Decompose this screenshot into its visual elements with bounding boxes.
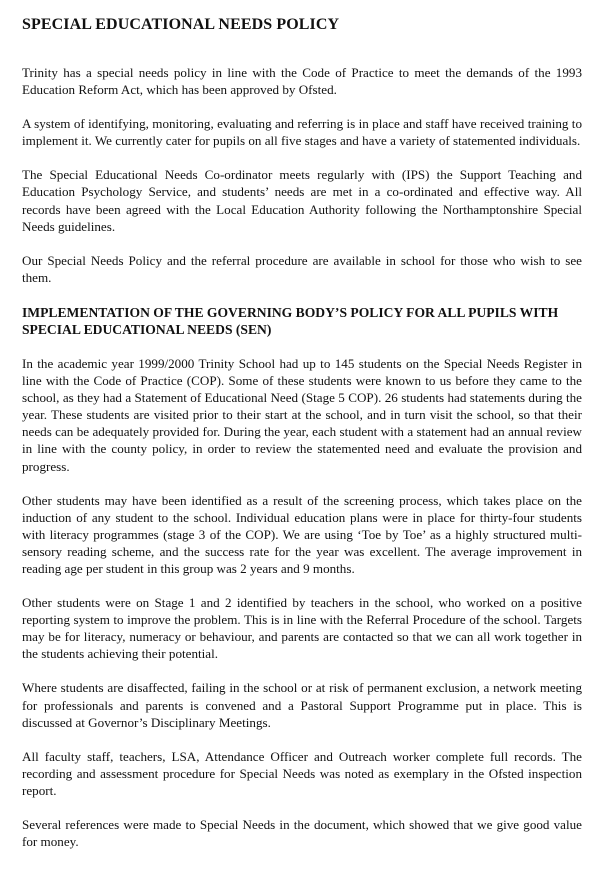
section-paragraph-5: All faculty staff, teachers, LSA, Attendance Officer and Outreach worker complete full records. The recording and assessment procedure for Special Needs was noted as exemplary in the Ofsted inspection report. — [22, 748, 582, 798]
intro-paragraph-2: A system of identifying, monitoring, evaluating and referring is in place and staff have received training to implement it. We currently cater for pupils on all five stages and have a variety of statemented individuals. — [22, 116, 582, 149]
document-page — [22, 0, 582, 850]
section-heading: IMPLEMENTATION OF THE GOVERNING BODY’S POLICY FOR ALL PUPILS WITH SPECIAL EDUCATIONAL NEEDS (SEN) — [22, 304, 559, 337]
intro-paragraph-3: The Special Educational Needs Co-ordinator meets regularly with (IPS) the Support Teaching and Education Psychology Service, and students’ needs are met in a co-ordinated and effective way. All records have been agreed with the Local Education Authority following the Northamptonshire Special Needs guidelines. — [22, 167, 582, 234]
intro-paragraph-4: Our Special Needs Policy and the referral procedure are available in school for those who wish to see them. — [22, 252, 582, 285]
section-paragraph-2: Other students may have been identified as a result of the screening process, which takes place on the induction of any student to the school. Individual education plans were in place for thirty-four students with literacy programmes (stage 3 of the COP). We are using ‘Toe by Toe’ as a highly structured multi-sensory reading scheme, and the success rate for the year was excellent. The average improvement in reading age per student in this group was 2 years and 9 months. — [22, 492, 582, 576]
section-paragraph-6: Several references were made to Special Needs in the document, which showed that we give good value for money. — [22, 817, 582, 850]
intro-paragraph-1: Trinity has a special needs policy in line with the Code of Practice to meet the demands of the 1993 Education Reform Act, which has been approved by Ofsted. — [22, 65, 582, 98]
section-paragraph-1: In the academic year 1999/2000 Trinity School had up to 145 students on the Special Needs Register in line with the Code of Practice (COP). Some of these students were known to us before they came to the school, as they had a Statement of Educational Need (Stage 5 COP). 26 students had statements during the year. These students are visited prior to their start at the school, and in turn visit the school, so that their needs can be adequately provided for. During the year, each student with a statement had an annual review in line with the county policy, in order to review the statemented need and evaluate the provision and progress. — [22, 355, 582, 474]
section-paragraph-3: Other students were on Stage 1 and 2 identified by teachers in the school, who worked on a positive reporting system to improve the problem. This is in line with the Referral Procedure of the school. Targets may be for literacy, numeracy or behaviour, and parents are contacted so that we can all work together in the students achieving their potential. — [22, 595, 582, 662]
page-title: SPECIAL EDUCATIONAL NEEDS POLICY — [22, 16, 340, 33]
section-paragraph-4: Where students are disaffected, failing in the school or at risk of permanent exclusion, a network meeting for professionals and parents is convened and a Pastoral Support Programme put in place. This is discussed at Governor’s Disciplinary Meetings. — [22, 680, 582, 730]
